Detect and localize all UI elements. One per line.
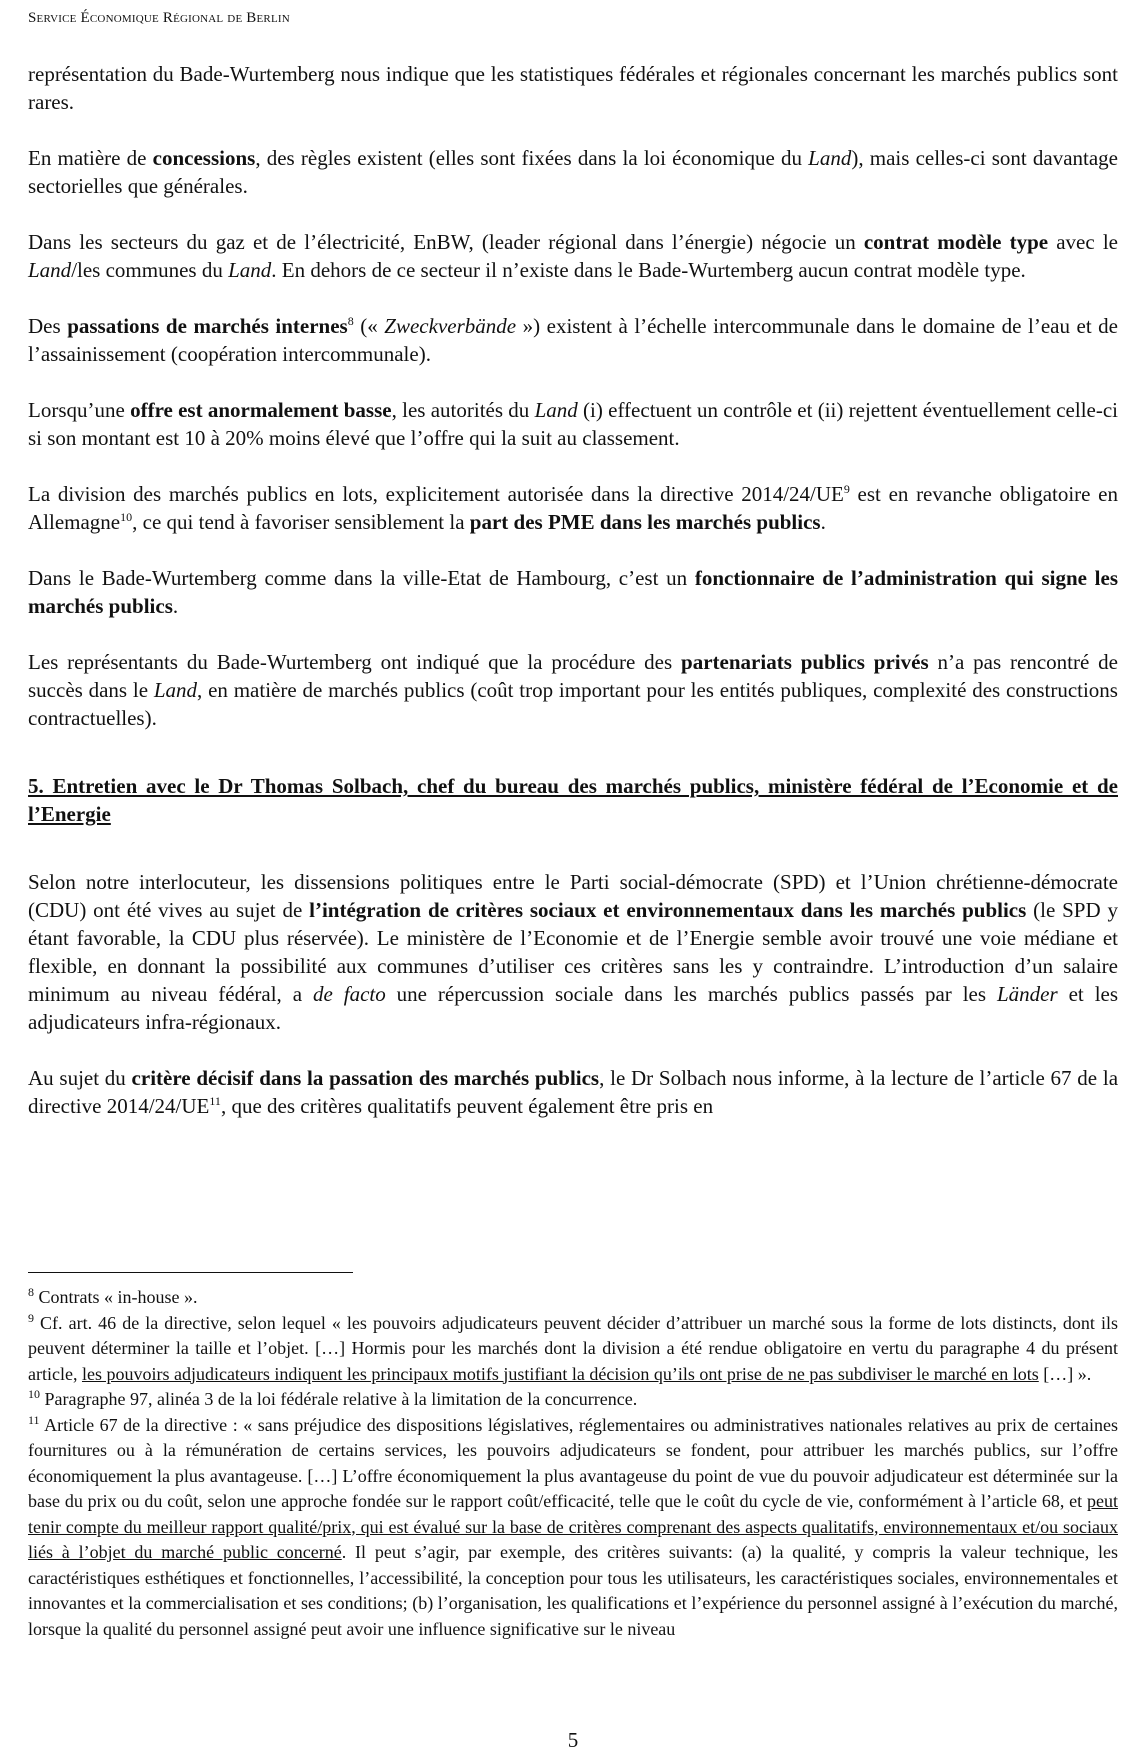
paragraph bbox=[28, 1064, 1118, 1120]
footnote-separator bbox=[28, 1272, 353, 1273]
text-run: . Il peut s’agir, par exemple, des critères suivants: (a) la qualité, y compris la valeur technique, les caractéristiques esthétiques et fonctionnelles, l’accessibilité, la conception pour tous les utilisateurs, les caractéristiques sociales, environnementales et innovantes et la commercialisation et ses conditions; (b) l’organisation, les qualifications et l’expérience du personnel assigné à l’exécution du marché, lorsque la qualité du personnel assigné peut avoir une influence significative sur le niveau bbox=[28, 1542, 1118, 1639]
paragraph bbox=[28, 868, 1118, 1036]
footnote-ref: 10 bbox=[28, 1387, 40, 1401]
text-run: /les communes du bbox=[71, 258, 229, 282]
text-run: Des bbox=[28, 314, 68, 338]
paragraph bbox=[28, 480, 1118, 536]
text-run: Cf. art. 46 de la directive, selon lequel « les pouvoirs adjudicateurs peuvent décider d’attribuer un marché sous la forme de lots distincts, dont ils peuvent déterminer la taille et l’objet. […] Hormis pour les marchés dont la division a été rendue obligatoire en vertu du paragraphe 4 du présent article, bbox=[28, 1312, 1118, 1384]
text-run: Länder bbox=[996, 982, 1058, 1006]
text-run: n’a pas rencontré de succès dans le bbox=[28, 650, 1118, 702]
footnotes bbox=[28, 1285, 1118, 1642]
footnote bbox=[28, 1387, 1118, 1413]
text-run: part des PME dans les marchés publics bbox=[469, 510, 821, 534]
page-number: 5 bbox=[567, 1728, 579, 1752]
text-run: , que des critères qualitatifs peuvent également être pris en bbox=[220, 1094, 714, 1118]
text-run: , en matière de marchés publics (coût trop important pour les entités publiques, complexité des constructions contractuelles). bbox=[28, 678, 1118, 730]
paragraph bbox=[28, 312, 1118, 368]
text-run: de facto bbox=[312, 982, 386, 1006]
text-run: les pouvoirs adjudicateurs indiquent les principaux motifs justifiant la décision qu’ils ont prise de ne pas subdiviser le marché en lots bbox=[81, 1363, 1039, 1384]
footnote-ref: 8 bbox=[28, 1285, 34, 1299]
text-run: Land bbox=[28, 258, 72, 282]
text-run: ») existent à l’échelle intercommunale dans le domaine de l’eau et de l’assainissement (coopération intercommunale). bbox=[28, 314, 1119, 366]
text-run: Dans le Bade-Wurtemberg comme dans la ville-Etat de Hambourg, c’est un bbox=[28, 566, 695, 590]
text-run: . bbox=[172, 594, 179, 618]
paragraph bbox=[28, 648, 1118, 732]
text-run: (« bbox=[353, 314, 385, 338]
text-run: En matière de bbox=[28, 146, 153, 170]
text-run: . En dehors de ce secteur il n’existe dans le Bade-Wurtemberg aucun contrat modèle type. bbox=[271, 258, 1026, 282]
text-run: Lorsqu’une bbox=[28, 398, 131, 422]
footnote bbox=[28, 1285, 1118, 1311]
footnote-ref: 11 bbox=[209, 1094, 221, 1108]
text-run: Land bbox=[534, 398, 578, 422]
text-run: Au sujet du bbox=[28, 1066, 132, 1090]
paragraph bbox=[28, 144, 1118, 200]
text-run: offre est anormalement basse bbox=[130, 398, 392, 422]
text-run: une répercussion sociale dans les marchés publics passés par les bbox=[385, 982, 997, 1006]
text-run: fonctionnaire de l’administration qui signe les marchés publics bbox=[28, 566, 1118, 618]
footnote-ref: 9 bbox=[843, 482, 850, 496]
text-run: l’intégration de critères sociaux et environnementaux dans les marchés publics bbox=[309, 898, 1027, 922]
text-run: ), mais celles-ci sont davantage sectorielles que générales. bbox=[28, 146, 1118, 198]
text-run: partenariats publics privés bbox=[681, 650, 929, 674]
text-run: représentation du Bade-Wurtemberg nous indique que les statistiques fédérales et régionales concernant les marchés publics sont rares. bbox=[28, 62, 1118, 114]
paragraphs-before-section bbox=[28, 60, 1118, 732]
paragraph bbox=[28, 60, 1118, 116]
text-run: Paragraphe 97, alinéa 3 de la loi fédérale relative à la limitation de la concurrence. bbox=[40, 1389, 638, 1409]
text-run: avec le bbox=[1048, 230, 1119, 254]
text-run: contrat modèle type bbox=[863, 230, 1049, 254]
text-run: passations de marchés internes bbox=[67, 314, 348, 338]
text-run: , ce qui tend à favoriser sensiblement la bbox=[132, 510, 470, 534]
text-run: critère décisif dans la passation des marchés publics bbox=[131, 1066, 600, 1090]
paragraph bbox=[28, 396, 1118, 452]
paragraphs-after-section bbox=[28, 868, 1118, 1120]
footnote bbox=[28, 1311, 1118, 1388]
document-body bbox=[28, 60, 1118, 1148]
text-run: La division des marchés publics en lots, explicitement autorisée dans la directive 2014/24/UE bbox=[28, 482, 844, 506]
text-run: peut tenir compte du meilleur rapport qualité/prix, qui est évalué sur la base de critères comprenant des aspects qualitatifs, environnementaux et/ou sociaux liés à l’objet du marché public concerné bbox=[28, 1491, 1118, 1562]
text-run: (i) effectuent un contrôle et (ii) rejettent éventuellement celle-ci si son montant est 10 à 20% moins élevé que l’offre qui la suit au classement. bbox=[28, 398, 1119, 450]
running-header: Service Économique Régional de Berlin bbox=[28, 10, 290, 26]
text-run: , des règles existent (elles sont fixées dans la loi économique du bbox=[255, 146, 809, 170]
footnote bbox=[28, 1413, 1118, 1643]
text-run: Selon notre interlocuteur, les dissensions politiques entre le Parti social-démocrate (SPD) et l’Union chrétienne-démocrate (CDU) ont été vives au sujet de bbox=[28, 870, 1118, 922]
text-run: Land bbox=[808, 146, 852, 170]
text-run: Les représentants du Bade-Wurtemberg ont indiqué que la procédure des bbox=[28, 650, 682, 674]
footnote-ref: 11 bbox=[28, 1412, 40, 1427]
text-run: Contrats « in-house ». bbox=[34, 1287, 198, 1307]
text-run: Land bbox=[153, 678, 198, 702]
text-run: est en revanche obligatoire en Allemagne bbox=[28, 482, 1118, 534]
text-run: , le Dr Solbach nous informe, à la lecture de l’article 67 de la directive 2014/24/UE bbox=[28, 1066, 1119, 1118]
text-run: . bbox=[820, 510, 826, 534]
text-run: , les autorités du bbox=[391, 398, 535, 422]
text-run: et les adjudicateurs infra-régionaux. bbox=[28, 982, 1119, 1034]
text-run: (le SPD y étant favorable, la CDU plus réservée). Le ministère de l’Economie et de l’Energie semble avoir trouvé une voie médiane et flexible, en donnant la possibilité aux communes d’utiliser ces critères sans les y contraindre. L’introduction d’un salaire minimum au niveau fédéral, a bbox=[28, 898, 1118, 1006]
footnote-ref: 10 bbox=[120, 510, 133, 524]
footnote-ref: 9 bbox=[28, 1310, 34, 1325]
section-heading: 5. Entretien avec le Dr Thomas Solbach, chef du bureau des marchés publics, ministère fédéral de l’Economie et de l’Energie bbox=[28, 774, 1118, 826]
text-run: Article 67 de la directive : « sans préjudice des dispositions législatives, réglementaires ou administratives nationales relatives au prix de certaines fournitures ou à la rémunération de certains services, les pouvoirs adjudicateurs se fondent, pour attribuer les marchés publics, sur l’offre économiquement la plus avantageuse. […] L’offre économiquement la plus avantageuse du point de vue du pouvoir adjudicateur est déterminée sur la base du prix ou du coût, selon une approche fondée sur le rapport coût/efficacité, telle que le coût du cycle de vie, conformément à l’article 68, et bbox=[28, 1414, 1118, 1511]
text-run: […] ». bbox=[1038, 1363, 1092, 1384]
footnote-ref: 8 bbox=[347, 314, 354, 328]
paragraph bbox=[28, 228, 1118, 284]
text-run: Zweckverbände bbox=[384, 314, 517, 338]
paragraph bbox=[28, 564, 1118, 620]
text-run: Dans les secteurs du gaz et de l’électricité, EnBW, (leader régional dans l’énergie) négocie un bbox=[28, 230, 864, 254]
text-run: concessions bbox=[152, 146, 256, 170]
text-run: Land bbox=[228, 258, 272, 282]
